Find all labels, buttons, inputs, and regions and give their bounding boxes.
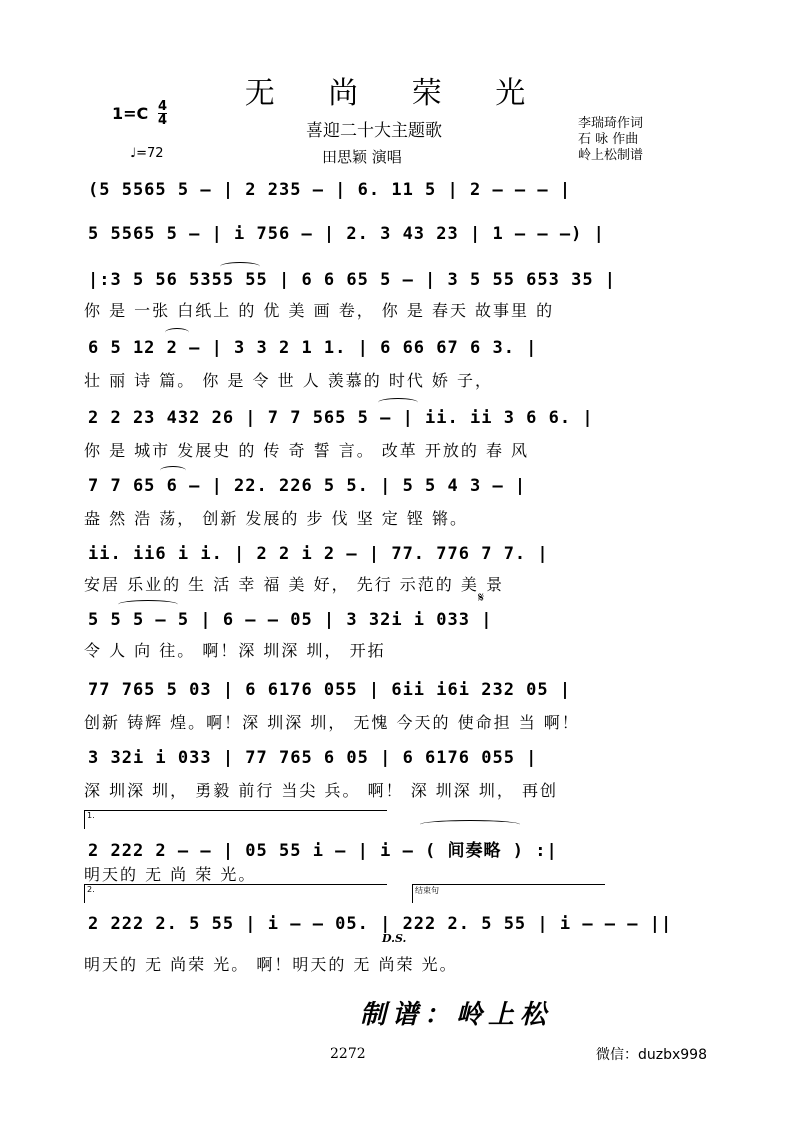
lyric-row: 深 圳深 圳， 勇毅 前行 当尖 兵。 啊！ 深 圳深 圳， 再创: [84, 781, 558, 800]
notation-row: 5 5 5 – 5 | 6 – – 05 | 3 32i i 033 |: [88, 610, 493, 630]
notation-row: 2 222 2 – – | 05 55 i – | i – ( 间奏略 ) :|: [88, 841, 558, 861]
notation-row: ii. ii6 i i. | 2 2 i 2 – | 77. 776 7 7. |: [88, 544, 549, 564]
time-signature: [158, 100, 167, 127]
notation-row: (5 5565 5 – | 2 235 – | 6. 11 5 | 2 – – – |: [88, 180, 572, 200]
dal-segno-mark: D.S.: [382, 932, 407, 945]
arranger-credit: 岭上松制谱: [578, 148, 644, 163]
notation-row: 77 765 5 03 | 6 6176 055 | 6ii i6i 232 05 |: [88, 680, 572, 700]
signature: 制谱：岭上松: [360, 1000, 553, 1030]
lyric-row: 安居 乐业的 生 活 幸 福 美 好， 先行 示范的 美 景: [84, 575, 504, 594]
volta-first-ending: 1.: [84, 810, 387, 829]
lyric-row: 明天的 无 尚荣 光。 啊！明天的 无 尚荣 光。: [84, 955, 458, 974]
singer: 田思颖 演唱: [322, 148, 402, 166]
slur-arc: [220, 262, 260, 271]
song-title: 无 尚 荣 光: [244, 76, 548, 111]
tempo-mark: ♩=72: [130, 146, 164, 161]
notation-row: |:3 5 56 5355 55 | 6 6 65 5 – | 3 5 55 653 35 |: [88, 270, 617, 290]
lyric-row: 盎 然 浩 荡， 创新 发展的 步 伐 坚 定 铿 锵。: [84, 509, 468, 528]
notation-row: 2 222 2. 5 55 | i – – 05. | 222 2. 5 55 | i – – – ||: [88, 914, 673, 934]
notation-row: 2 2 23 432 26 | 7 7 565 5 – | ii. ii 3 6 6. |: [88, 408, 594, 428]
notation-row: 6 5 12 2 – | 3 3 2 1 1. | 6 66 67 6 3. |: [88, 338, 538, 358]
ending-phrase-bracket: 结束句: [412, 884, 605, 903]
lyric-row: 壮 丽 诗 篇。 你 是 令 世 人 羡慕的 时代 娇 子，: [84, 371, 494, 390]
time-signature-bottom: 4: [158, 113, 168, 128]
lyric-row: 你 是 一张 白纸上 的 优 美 画 卷， 你 是 春天 故事里 的: [84, 301, 555, 320]
time-signature-top: 4: [158, 99, 168, 114]
slur-arc: [118, 600, 178, 609]
lyric-row: 创新 铸辉 煌。啊！深 圳深 圳， 无愧 今天的 使命担 当 啊！: [84, 713, 580, 732]
slur-arc: [165, 328, 189, 337]
lyricist-credit: 李瑞琦作词: [578, 116, 644, 131]
lyric-row: 明天的 无 尚 荣 光。: [84, 865, 257, 884]
slur-arc: [378, 398, 418, 407]
page-number: 2272: [330, 1046, 366, 1062]
volta-second-ending: 2.: [84, 884, 387, 903]
slur-arc: [420, 820, 520, 829]
composer-credit: 石 咏 作曲: [578, 132, 639, 147]
notation-row: 7 7 65 6 – | 22. 226 5 5. | 5 5 4 3 – |: [88, 476, 527, 496]
key-signature: 1=C: [112, 104, 149, 123]
notation-row: 5 5565 5 – | i 756 – | 2. 3 43 23 | 1 – – –) |: [88, 224, 605, 244]
segno-icon: 𝄋: [478, 590, 485, 606]
lyric-row: 你 是 城市 发展史 的 传 奇 誓 言。 改革 开放的 春 风: [84, 441, 530, 460]
slur-arc: [160, 466, 186, 475]
subtitle: 喜迎二十大主题歌: [306, 121, 442, 141]
lyric-row: 令 人 向 往。 啊！深 圳深 圳， 开拓: [84, 641, 386, 660]
notation-row: 3 32i i 033 | 77 765 6 05 | 6 6176 055 |: [88, 748, 538, 768]
wechat-contact: 微信：duzbx998: [596, 1047, 708, 1063]
